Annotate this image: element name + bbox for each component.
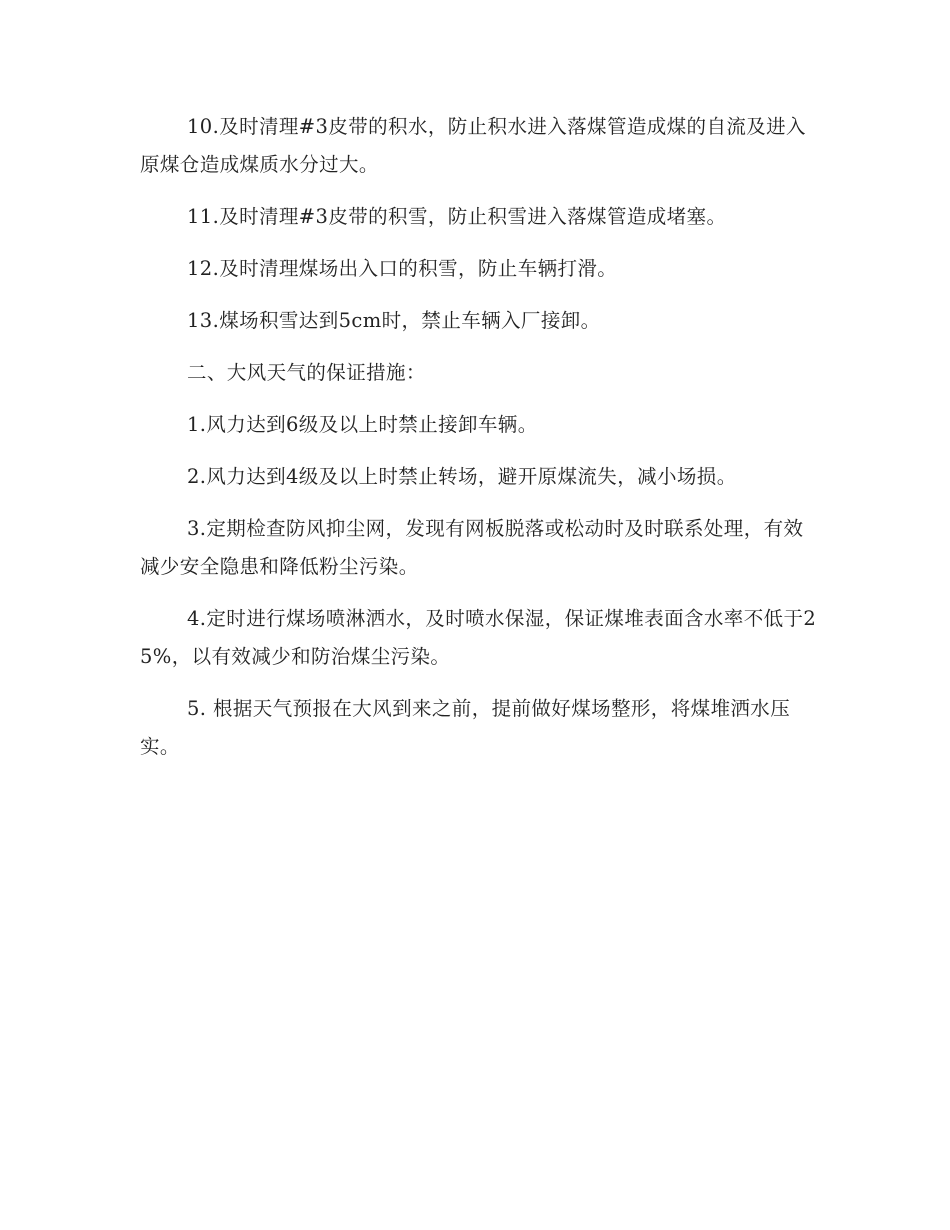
paragraph-11: 11.及时清理#3皮带的积雪，防止积雪进入落煤管造成堵塞。 (187, 205, 727, 228)
paragraph-wind-2: 2.风力达到4级及以上时禁止转场，避开原煤流失，减小场损。 (187, 465, 737, 488)
paragraph-wind-4: 4.定时进行煤场喷淋洒水，及时喷水保湿，保证煤堆表面含水率不低于25%，以有效减少和防治煤尘污染。 (140, 607, 817, 668)
paragraph-12: 12.及时清理煤场出入口的积雪，防止车辆打滑。 (187, 257, 618, 280)
paragraph-10: 10.及时清理#3皮带的积水，防止积水进入落煤管造成煤的自流及进入原煤仓造成煤质水分过大。 (140, 115, 806, 176)
section-heading-wind: 二、大风天气的保证措施： (187, 361, 426, 384)
paragraph-wind-1: 1.风力达到6级及以上时禁止接卸车辆。 (187, 413, 538, 436)
document-body (140, 108, 820, 780)
paragraph-wind-5: 5. 根据天气预报在大风到来之前，提前做好煤场整形，将煤堆洒水压实。 (140, 697, 791, 758)
paragraph-wind-3: 3.定期检查防风抑尘网，发现有网板脱落或松动时及时联系处理，有效减少安全隐患和降低粉尘污染。 (140, 517, 804, 578)
paragraph-13: 13.煤场积雪达到5cm时，禁止车辆入厂接卸。 (187, 309, 601, 332)
